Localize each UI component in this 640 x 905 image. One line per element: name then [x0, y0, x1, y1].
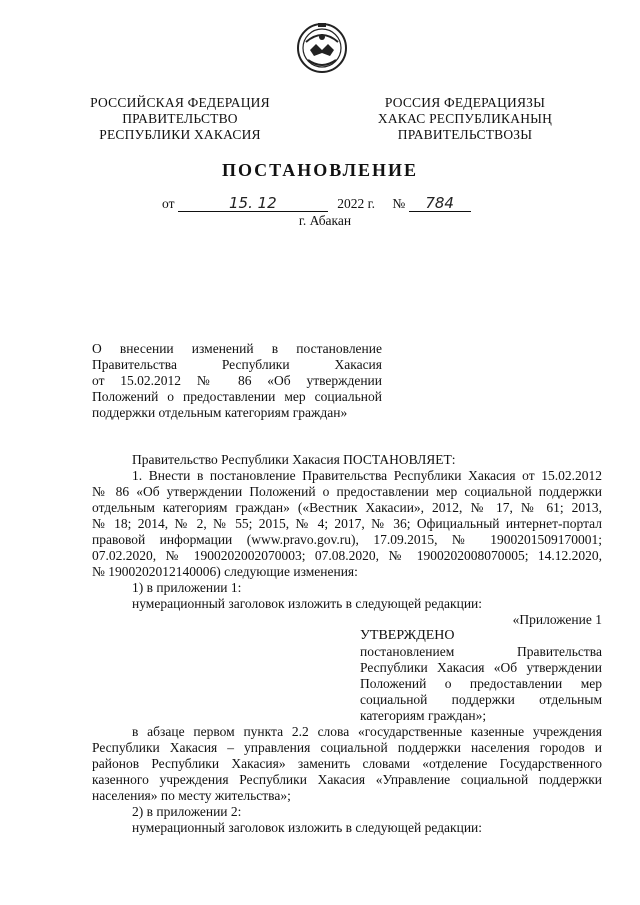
- city: г. Абакан: [298, 213, 352, 228]
- para22-line: казенного учреждения Республики Хакасия «Управление социальной поддержки: [92, 772, 602, 787]
- item1-line: правовой информации (www.pravo.gov.ru), 17.09.2015, № 1900201509170001;: [92, 532, 602, 547]
- item1-line: № 86 «Об утверждении Положений о предоставлении мер социальной поддержки: [92, 484, 602, 499]
- date-line: [162, 196, 471, 212]
- approved-line: Положений о предоставлении мер: [360, 676, 602, 691]
- item1-line: 1. Внести в постановление Правительства Республики Хакасия от 15.02.2012: [132, 468, 602, 483]
- subject-block: [92, 341, 382, 421]
- number-field: [409, 196, 471, 212]
- header-right-line: РОССИЯ ФЕДЕРАЦИЯЗЫ: [384, 95, 546, 110]
- subject-line: О внесении изменений в постановление: [92, 341, 382, 356]
- heading-instruction-2: нумерационный заголовок изложить в следующей редакции:: [132, 820, 483, 835]
- para22-line: населения» по месту жительства»;: [92, 788, 291, 803]
- item1-line: отдельным категориям граждан» («Вестник Хакасии», 2012, № 17, № 61; 2013,: [92, 500, 602, 515]
- appendix-label: «Приложение 1: [512, 612, 602, 627]
- date-year: 2022 г.: [337, 196, 375, 211]
- header-left-line: РОССИЙСКАЯ ФЕДЕРАЦИЯ: [90, 95, 270, 110]
- header-left-line: РЕСПУБЛИКИ ХАКАСИЯ: [99, 127, 261, 142]
- date-from-label: от: [162, 196, 175, 211]
- number-label: №: [392, 196, 406, 211]
- para22-line: Республики Хакасия – управления социальной поддержки населения городов и: [92, 740, 602, 755]
- item1-line: № 1900202012140006) следующие изменения:: [92, 564, 358, 579]
- approved-title: УТВЕРЖДЕНО: [360, 628, 455, 643]
- approved-line: постановлением Правительства: [360, 644, 602, 659]
- header-left: [80, 95, 280, 143]
- approved-line: Республики Хакасия «Об утверждении: [360, 660, 602, 675]
- header-right: [360, 95, 570, 143]
- sub-item-2: 2) в приложении 2:: [132, 804, 242, 819]
- para22-line: в абзаце первом пункта 2.2 слова «государственные казенные учреждения: [132, 724, 602, 739]
- header-right-line: ПРАВИТЕЛЬСТВОЗЫ: [397, 127, 533, 142]
- document-title: ПОСТАНОВЛЕНИЕ: [221, 160, 419, 180]
- subject-line: Правительства Республики Хакасия: [92, 357, 382, 372]
- subject-line: поддержки отдельным категориям граждан»: [92, 405, 348, 420]
- subject-line: от 15.02.2012 № 86 «Об утверждении: [92, 373, 382, 388]
- heading-instruction-1: нумерационный заголовок изложить в следующей редакции:: [132, 596, 483, 611]
- preamble: Правительство Республики Хакасия ПОСТАНОВЛЯЕТ:: [132, 452, 456, 467]
- header-right-line: ХАКАС РЕСПУБЛИКАНЫҢ: [377, 111, 553, 126]
- para22-line: районов Республики Хакасия» заменить словами «отделение Государственного: [92, 756, 602, 771]
- subject-line: Положений о предоставлении мер социальной: [92, 389, 382, 404]
- sub-item-1: 1) в приложении 1:: [132, 580, 242, 595]
- approved-line: категориям граждан»;: [360, 708, 487, 723]
- approved-block: [360, 628, 602, 724]
- header-left-line: ПРАВИТЕЛЬСТВО: [122, 111, 238, 126]
- body-item1: [92, 452, 602, 628]
- item1-line: 07.02.2020, № 1900202002070003; 07.08.2020, № 1900202008070005; 14.12.2020,: [92, 548, 602, 563]
- coat-of-arms-emblem: [296, 20, 348, 76]
- date-handwritten: 15. 12: [229, 194, 277, 212]
- date-field: [178, 196, 328, 212]
- number-handwritten: 784: [425, 194, 454, 212]
- item1-line: № 18; 2014, № 2, № 55; 2015, № 4; 2017, № 36; Официальный интернет-портал: [92, 516, 602, 531]
- approved-line: социальной поддержки отдельным: [360, 692, 602, 707]
- body-item2: [92, 724, 602, 836]
